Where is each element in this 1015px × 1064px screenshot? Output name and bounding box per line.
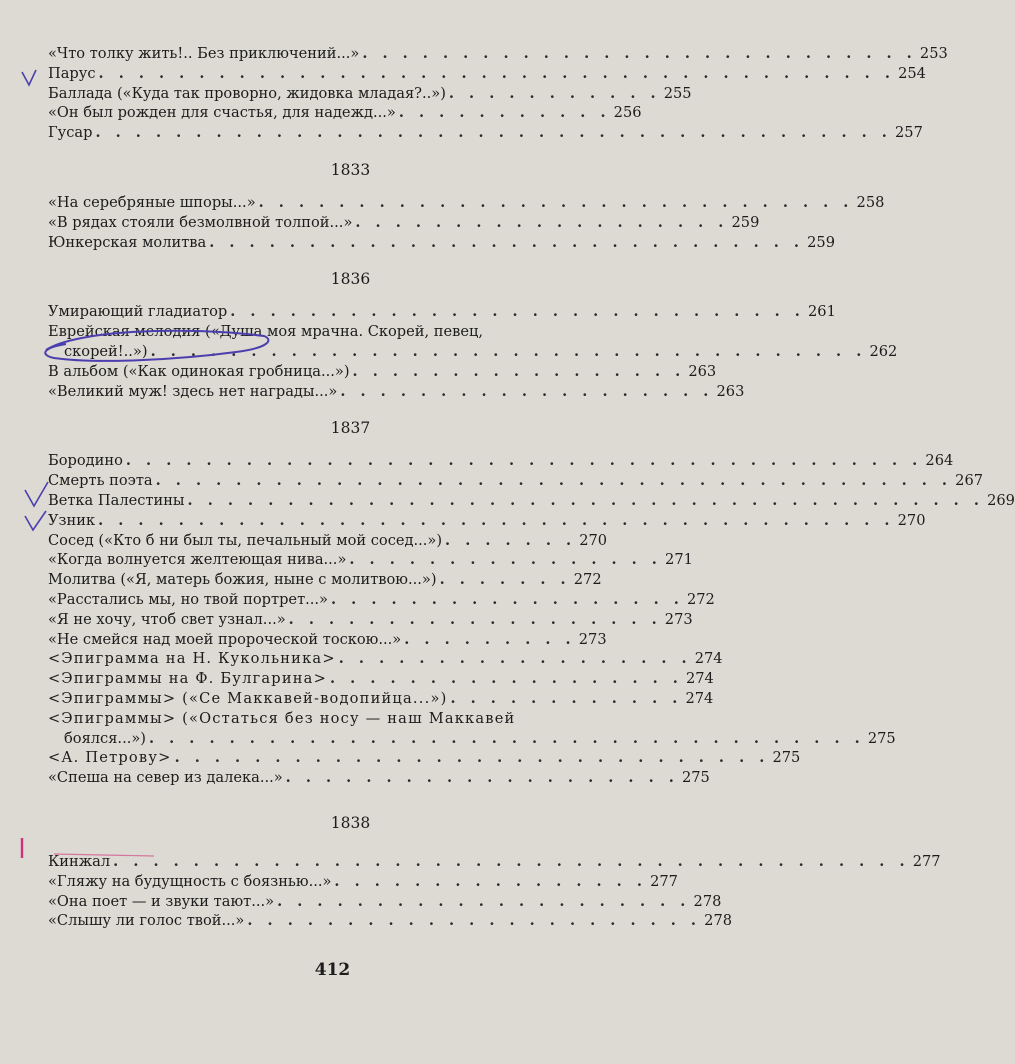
toc-entry[interactable]: Бородино . . . . . . . . . . . . . . . . . . . . . . . . . . . . . . . . . . . . . . . . 264 bbox=[48, 452, 954, 470]
leader-dots: . . . . . . . . . . . . . . . . . . . . . . . . . . . . . . bbox=[209, 233, 804, 251]
leader-dots: . . . . . . . . . . . . . . . . . . . . . . . . . . . . . . bbox=[174, 749, 770, 767]
toc-entry[interactable]: «В рядах стояли безмолвной толпой...» . . . . . . . . . . . . . . . . . . . 259 bbox=[48, 213, 760, 231]
toc-entry[interactable]: «Я не хочу, чтоб свет узнал...» . . . . . . . . . . . . . . . . . . . 273 bbox=[48, 610, 693, 628]
page-ref: 273 bbox=[578, 630, 607, 648]
toc-entry[interactable]: «Когда волнуется желтеющая нива...» . . . . . . . . . . . . . . . . 271 bbox=[48, 551, 693, 569]
page-ref: 275 bbox=[681, 769, 710, 787]
leader-dots: . . . . . . . . . . . . . . . . . . . . . . . . . . . . . . . . . . . . . . . . bbox=[98, 64, 895, 82]
toc-entry[interactable]: Смерть поэта . . . . . . . . . . . . . . . . . . . . . . . . . . . . . . . . . . . . . . . . 267 bbox=[48, 472, 984, 490]
leader-dots: . . . . . . . . . . . . . . . . . . . . . . . . . . . . . . . . . . . . . . . . bbox=[125, 452, 923, 470]
leader-dots: . . . . . . . . . . . . . . . . . . . . . . . . . . . . . . . . . . . . bbox=[150, 342, 867, 360]
toc-entry[interactable]: <Эпиграммы> («Се Маккавей-водопийца...») . . . . . . . . . . . . 274 bbox=[48, 689, 714, 707]
page-ref: 258 bbox=[856, 193, 885, 211]
toc-entry[interactable]: <Эпиграмма на Н. Кукольника> . . . . . . . . . . . . . . . . . . 274 bbox=[48, 650, 723, 668]
page-ref: 267 bbox=[955, 472, 984, 490]
leader-dots: . . . . . . . . . . . . . . . . . bbox=[352, 362, 686, 380]
leader-dots: . . . . . . . . . . . . . . . . . . . . . . . bbox=[247, 912, 702, 930]
page-ref: 275 bbox=[772, 749, 801, 767]
page-ref: 274 bbox=[685, 670, 714, 688]
page-ref: 257 bbox=[895, 124, 923, 142]
page-ref: 271 bbox=[665, 551, 693, 569]
leader-dots: . . . . . . . . . . . . . . . . . . . bbox=[340, 382, 714, 400]
toc-group bbox=[48, 44, 948, 143]
page-ref: 272 bbox=[686, 590, 715, 608]
page-ref: 274 bbox=[685, 689, 714, 707]
page-ref: 269 bbox=[987, 491, 1015, 509]
toc-entry[interactable]: «Спеша на север из далека...» . . . . . . . . . . . . . . . . . . . . 275 bbox=[48, 769, 710, 787]
leader-dots: . . . . . . . . . . . bbox=[448, 84, 661, 102]
leader-dots: . . . . . . . . . . . . . . . . . . bbox=[338, 650, 692, 668]
toc-entry[interactable]: <Эпиграммы> («Остаться без носу — наш Маккавей боялся...») . . . . . . . . . . . . . . . . . . . . . . . . . . . . . . . . . . . . 275 bbox=[48, 709, 896, 747]
toc-entry[interactable]: «Она поет — и звуки тают...» . . . . . . . . . . . . . . . . . . . . . 278 bbox=[48, 892, 722, 910]
page-ref: 278 bbox=[704, 912, 733, 930]
page-ref: 259 bbox=[731, 213, 760, 231]
toc-entry[interactable]: «На серебряные шпоры...» . . . . . . . . . . . . . . . . . . . . . . . . . . . . . . 258 bbox=[48, 193, 885, 211]
year-heading: 1836 bbox=[330, 270, 371, 289]
page-ref: 272 bbox=[573, 571, 602, 589]
page-ref: 261 bbox=[808, 303, 836, 321]
page-ref: 259 bbox=[807, 233, 835, 251]
toc-entry[interactable]: Баллада («Куда так проворно, жидовка младая?..») . . . . . . . . . . . 255 bbox=[48, 84, 692, 102]
page-ref: 253 bbox=[919, 45, 948, 62]
toc-entry[interactable]: «Что толку жить!.. Без приключений...» . . . . . . . . . . . . . . . . . . . . . . . . . . . . 253 bbox=[48, 45, 948, 62]
leader-dots: . . . . . . . . . . . . . . . . . . . . . . . . . . . . . . . . . . . . bbox=[148, 729, 865, 747]
leader-dots: . . . . . . . . . . . . . . . . . . . bbox=[288, 610, 662, 628]
leader-dots: . . . . . . . . . . . . . . . . . . . bbox=[355, 213, 729, 231]
leader-dots: . . . . . . . . . . . . . . . . . . . . bbox=[285, 769, 679, 787]
toc-entry[interactable]: «Расстались мы, но твой портрет...» . . . . . . . . . . . . . . . . . . 272 bbox=[48, 590, 715, 608]
page-ref: 270 bbox=[579, 531, 608, 549]
leader-dots: . . . . . . . . . bbox=[404, 630, 576, 648]
toc-entry[interactable]: «Слышу ли голос твой...» . . . . . . . . . . . . . . . . . . . . . . . 278 bbox=[48, 912, 733, 930]
leader-dots: . . . . . . . . . . . . . . . . . . bbox=[331, 590, 684, 608]
leader-dots: . . . . . . . . . . . . . . . . . . bbox=[330, 670, 683, 688]
toc-entry[interactable]: Кинжал . . . . . . . . . . . . . . . . . . . . . . . . . . . . . . . . . . . . . . . . 277 bbox=[48, 852, 941, 870]
toc-entry[interactable]: Сосед («Кто б ни был ты, печальный мой сосед...») . . . . . . . 270 bbox=[48, 531, 608, 549]
page-ref: 277 bbox=[912, 852, 941, 870]
leader-dots: . . . . . . . . . . . . . . . . . . . . . . . . . . . . . . . . . . . . . . . . bbox=[113, 852, 910, 870]
leader-dots: . . . . . . . bbox=[445, 531, 577, 549]
leader-dots: . . . . . . . . . . . bbox=[398, 104, 611, 122]
page-ref: 264 bbox=[925, 452, 954, 470]
leader-dots: . . . . . . . . . . . . bbox=[450, 689, 683, 707]
leader-dots: . . . . . . . . . . . . . . . . bbox=[349, 551, 662, 569]
toc-group bbox=[48, 302, 898, 401]
toc-entry[interactable]: <Эпиграммы на Ф. Булгарина> . . . . . . . . . . . . . . . . . . 274 bbox=[48, 670, 714, 688]
toc-entry[interactable]: «Не смейся над моей пророческой тоскою...» . . . . . . . . . 273 bbox=[48, 630, 607, 648]
page-ref: 278 bbox=[693, 892, 722, 910]
leader-dots: . . . . . . . . . . . . . . . . . . . . . . . . . . . . . . . . . . . . . . . . bbox=[155, 472, 953, 490]
toc-entry[interactable]: «Гляжу на будущность с боязнью...» . . . . . . . . . . . . . . . . 277 bbox=[48, 872, 678, 890]
page-ref: 263 bbox=[716, 382, 745, 400]
year-heading: 1838 bbox=[330, 813, 371, 832]
toc-entry[interactable]: Гусар . . . . . . . . . . . . . . . . . . . . . . . . . . . . . . . . . . . . . . . . 257 bbox=[48, 124, 923, 142]
toc-group bbox=[48, 193, 885, 252]
toc-entry[interactable]: <А. Петрову> . . . . . . . . . . . . . . . . . . . . . . . . . . . . . . 275 bbox=[48, 749, 801, 767]
page-ref: 275 bbox=[867, 729, 896, 747]
leader-dots: . . . . . . . . . . . . . . . . . . . . . bbox=[277, 892, 691, 910]
page-ref: 254 bbox=[898, 64, 926, 82]
page-ref: 255 bbox=[663, 84, 692, 102]
page-number: 412 bbox=[314, 960, 351, 980]
toc-entry[interactable]: В альбом («Как одинокая гробница...») . . . . . . . . . . . . . . . . . 263 bbox=[48, 362, 717, 380]
year-heading: 1833 bbox=[330, 160, 371, 179]
leader-dots: . . . . . . . . . . . . . . . . . . . . . . . . . . . . . . bbox=[258, 193, 854, 211]
leader-dots: . . . . . . . . . . . . . . . . . . . . . . . . . . . . . . . . . . . . . . . . bbox=[187, 491, 984, 509]
page-ref: 273 bbox=[664, 610, 693, 628]
page-ref: 274 bbox=[694, 650, 723, 668]
page-ref: 263 bbox=[688, 362, 717, 380]
toc-entry[interactable]: Молитва («Я, матерь божия, ныне с молитвою...») . . . . . . . 272 bbox=[48, 571, 602, 589]
toc-group bbox=[48, 852, 941, 931]
leader-dots: . . . . . . . . . . . . . . . . bbox=[334, 872, 647, 890]
toc-entry[interactable]: Узник . . . . . . . . . . . . . . . . . . . . . . . . . . . . . . . . . . . . . . . . 270 bbox=[48, 511, 926, 529]
toc-entry[interactable]: Юнкерская молитва . . . . . . . . . . . . . . . . . . . . . . . . . . . . . . 259 bbox=[48, 233, 835, 251]
leader-dots: . . . . . . . bbox=[439, 571, 571, 589]
toc-entry[interactable]: «Он был рожден для счастья, для надежд...» . . . . . . . . . . . 256 bbox=[48, 104, 642, 122]
leader-dots: . . . . . . . . . . . . . . . . . . . . . . . . . . . . . bbox=[230, 303, 805, 321]
page-ref: 277 bbox=[650, 872, 678, 890]
leader-dots: . . . . . . . . . . . . . . . . . . . . . . . . . . . . . . . . . . . . . . . . bbox=[95, 124, 892, 142]
page-ref: 270 bbox=[897, 511, 926, 529]
toc-page bbox=[48, 44, 1015, 931]
toc-entry[interactable]: Умирающий гладиатор . . . . . . . . . . . . . . . . . . . . . . . . . . . . . 261 bbox=[48, 303, 836, 321]
toc-entry[interactable]: Еврейская мелодия («Душа моя мрачна. Скорей, певец, скорей!..») . . . . . . . . . . . . . . . . . . . . . . . . . . . . . . . . . . . . 262 bbox=[48, 323, 898, 360]
toc-entry[interactable]: «Великий муж! здесь нет награды...» . . . . . . . . . . . . . . . . . . . 263 bbox=[48, 382, 745, 400]
leader-dots: . . . . . . . . . . . . . . . . . . . . . . . . . . . . bbox=[362, 45, 917, 62]
page-ref: 262 bbox=[869, 342, 898, 360]
leader-dots: . . . . . . . . . . . . . . . . . . . . . . . . . . . . . . . . . . . . . . . . bbox=[98, 511, 895, 529]
toc-entry[interactable]: Ветка Палестины . . . . . . . . . . . . . . . . . . . . . . . . . . . . . . . . . . . . . . . . 269 bbox=[48, 491, 1015, 509]
pen-checkmark-icon bbox=[20, 68, 42, 90]
year-heading: 1837 bbox=[330, 419, 371, 438]
toc-group bbox=[48, 451, 1015, 788]
page-ref: 256 bbox=[613, 104, 642, 122]
toc-entry[interactable]: Парус . . . . . . . . . . . . . . . . . . . . . . . . . . . . . . . . . . . . . . . . 254 bbox=[48, 64, 926, 82]
